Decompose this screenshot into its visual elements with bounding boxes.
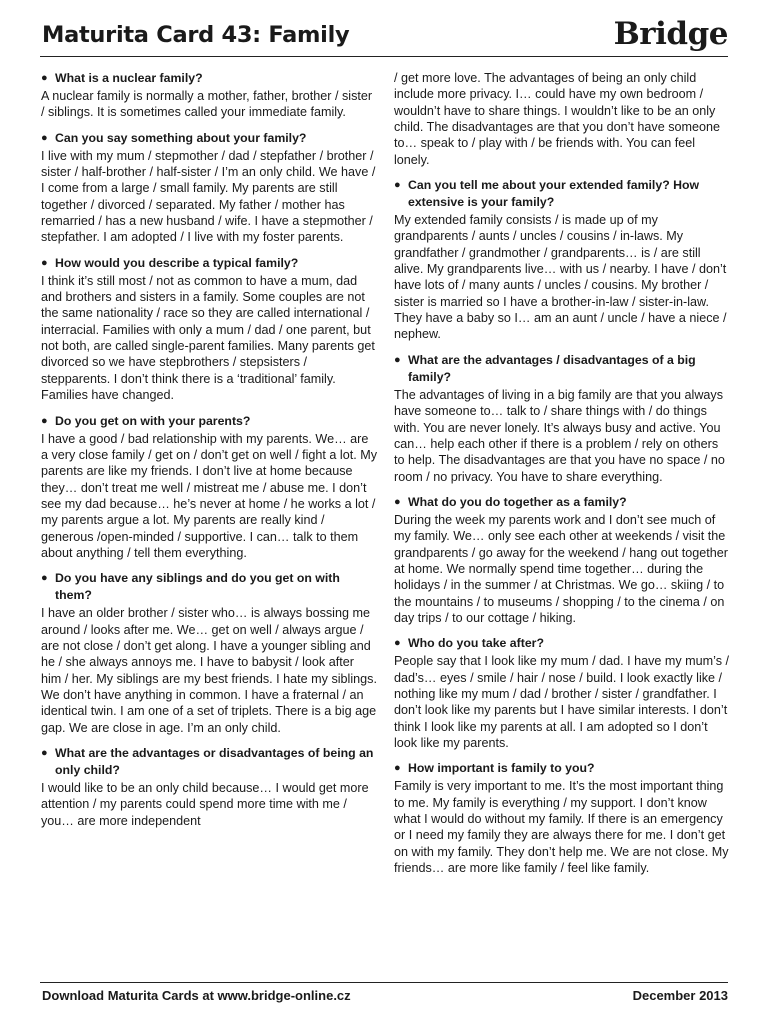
question <box>394 635 730 652</box>
qa-section <box>41 745 377 829</box>
left-column <box>41 70 377 838</box>
qa-section <box>41 130 377 246</box>
question-text: Do you have any siblings and do you get on with them? <box>55 571 340 603</box>
bullet-icon: ● <box>41 256 48 269</box>
question-text: What are the advantages or disadvantages of being an only child? <box>55 746 374 777</box>
bullet-icon: ● <box>41 414 48 427</box>
qa-section <box>394 352 730 485</box>
question <box>41 70 377 87</box>
answer: People say that I look like my mum / dad. I have my mum’s / dad’s… eyes / smile / hair / nose / build. I look exactly like / nothing like my mum / dad / brother / sister / grandfather. I don’t look like my parents but I have similar interests. I don’t think I look like my parents at all. I am adopted so I don’t look like my parents. <box>394 654 730 750</box>
answer: I live with my mum / stepmother / dad / stepfather / brother / sister / half-brother / half-sister / I’m an only child. We have / I come from a large / small family. My parents are still together / divorced / separated. My father / mother has remarried / has a new husband / wife. I have a stepmother / stepfather. I am adopted / I live with my foster parents. <box>41 148 376 245</box>
answer: The advantages of living in a big family are that you always have someone to… talk to / share things with / do things with. You are never lonely. It’s always busy and active. You can… help each other if there is a problem / rely on others to help. The disadvantages are that you have no space / no room / no privacy. You have to share everything. <box>394 387 725 484</box>
page-header <box>40 16 728 57</box>
answer: I would like to be an only child because… I would get more attention / my parents could spend more time with me / you… are more independent <box>41 781 369 828</box>
answer: My extended family consists / is made up of my grandparents / aunts / uncles / cousins / in-laws. My grandfather / grandmother / grandparents… is / are still alive. My grandparents live… with us / nearby. I have / don’t have lots of / many aunts / uncles / cousins. My brother / sister is married so I have a brother-in-law / sister-in-law. They have a baby so I… am an aunt / uncle / have a niece / nephew. <box>394 213 727 342</box>
download-link-text: Download Maturita Cards at www.bridge-online.cz <box>42 988 351 1003</box>
question-text: How would you describe a typical family? <box>55 255 299 270</box>
question <box>41 130 377 147</box>
answer-continuation: / get more love. The advantages of being an only child include more privacy. I… could have my own bedroom / wouldn’t have to share things. I wouldn’t like to be an only child. The disadvantages are that you don’t have someone to… speak to / play with / be friends with. You can feel lonely. <box>394 71 721 167</box>
page-title: Maturita Card 43: Family <box>42 22 350 48</box>
qa-section <box>394 494 730 626</box>
question <box>394 177 730 211</box>
question-text: How important is family to you? <box>408 761 595 776</box>
bullet-icon: ● <box>394 762 401 775</box>
answer: Family is very important to me. It’s the most important thing to me. My family is everything / my support. I don’t know what I would do without my family. If there is an emergency or I need my family they are always there for me. I don’t get on with my family. They don’t help me. We are not close. My friends… are more like family / feel like family. <box>394 779 729 876</box>
qa-section <box>394 177 730 343</box>
issue-date: December 2013 <box>632 988 728 1003</box>
question <box>41 570 377 604</box>
question-text: Who do you take after? <box>408 636 544 651</box>
answer: A nuclear family is normally a mother, father, brother / sister / siblings. It is sometimes called your immediate family. <box>41 89 373 120</box>
question <box>394 352 730 386</box>
qa-section <box>41 413 377 562</box>
bullet-icon: ● <box>394 637 401 650</box>
question-text: What is a nuclear family? <box>55 71 203 85</box>
question <box>41 745 377 779</box>
bullet-icon: ● <box>41 131 48 144</box>
question <box>41 255 377 272</box>
answer: During the week my parents work and I don’t see much of my family. We… only see each other at weekends / visit the grandparents / go away for the weekend / hang out together at home. We normally spend time together… during the holidays / in the summer / at Christmas. We go… skiing / to the mountains / to museums / shopping / to the cinema / on day trips / to our cottage / hiking. <box>394 512 728 625</box>
bullet-icon: ● <box>394 353 401 366</box>
question-text: Do you get on with your parents? <box>55 413 251 428</box>
question-text: Can you say something about your family? <box>55 130 307 145</box>
bullet-icon: ● <box>394 495 401 508</box>
qa-section <box>41 70 377 121</box>
qa-section <box>394 635 730 751</box>
brand-logo: Bridge <box>613 16 728 52</box>
bullet-icon: ● <box>41 572 48 585</box>
answer: I think it’s still most / not as common to have a mum, dad and brothers and sisters in a family. Some couples are not the same nationality / race so they are called international / interracial. Families with only a mum / dad / one parent, but not both, are called single-parent families. Many parents get divorced so we have stepbrothers / stepsisters / stepparents. I don’t think there is a ‘traditional’ family. Families have changed. <box>41 273 375 403</box>
question <box>394 760 730 777</box>
bullet-icon: ● <box>41 72 48 84</box>
right-column <box>394 70 730 885</box>
question <box>394 494 730 511</box>
qa-section <box>41 570 377 736</box>
bullet-icon: ● <box>394 179 401 192</box>
answer: I have an older brother / sister who… is always bossing me around / looks after me. We… get on well / always argue / are not close / don’t get along. I have a younger sibling and he / she always annoys me. I have to babysit / look after him / her. My siblings are my best friends. I hate my siblings. We don’t have anything in common. I have a fraternal / an identical twin. I am one of a set of triplets. There is a big age gap. We are close in age. I’m an only child. <box>41 606 377 735</box>
qa-section <box>394 760 730 876</box>
question-text: What are the advantages / disadvantages of a big family? <box>408 352 696 384</box>
answer: I have a good / bad relationship with my parents. We… are a very close family / get on / don’t get on well / fight a lot. My parents are like my friends. I don’t live at home because they… don’t treat me well / mistreat me / abuse me. I don’t see my dad because… he’s never at home / he works a lot / my parents argue a lot. My parents are really kind / generous /open-minded / supportive. I can… talk to them about anything / tell them everything. <box>41 431 377 560</box>
question-text: What do you do together as a family? <box>408 494 627 509</box>
page-footer <box>40 982 728 1023</box>
qa-section <box>41 255 377 404</box>
question-text: Can you tell me about your extended family? How extensive is your family? <box>408 178 700 210</box>
question <box>41 413 377 430</box>
bullet-icon: ● <box>41 747 48 759</box>
